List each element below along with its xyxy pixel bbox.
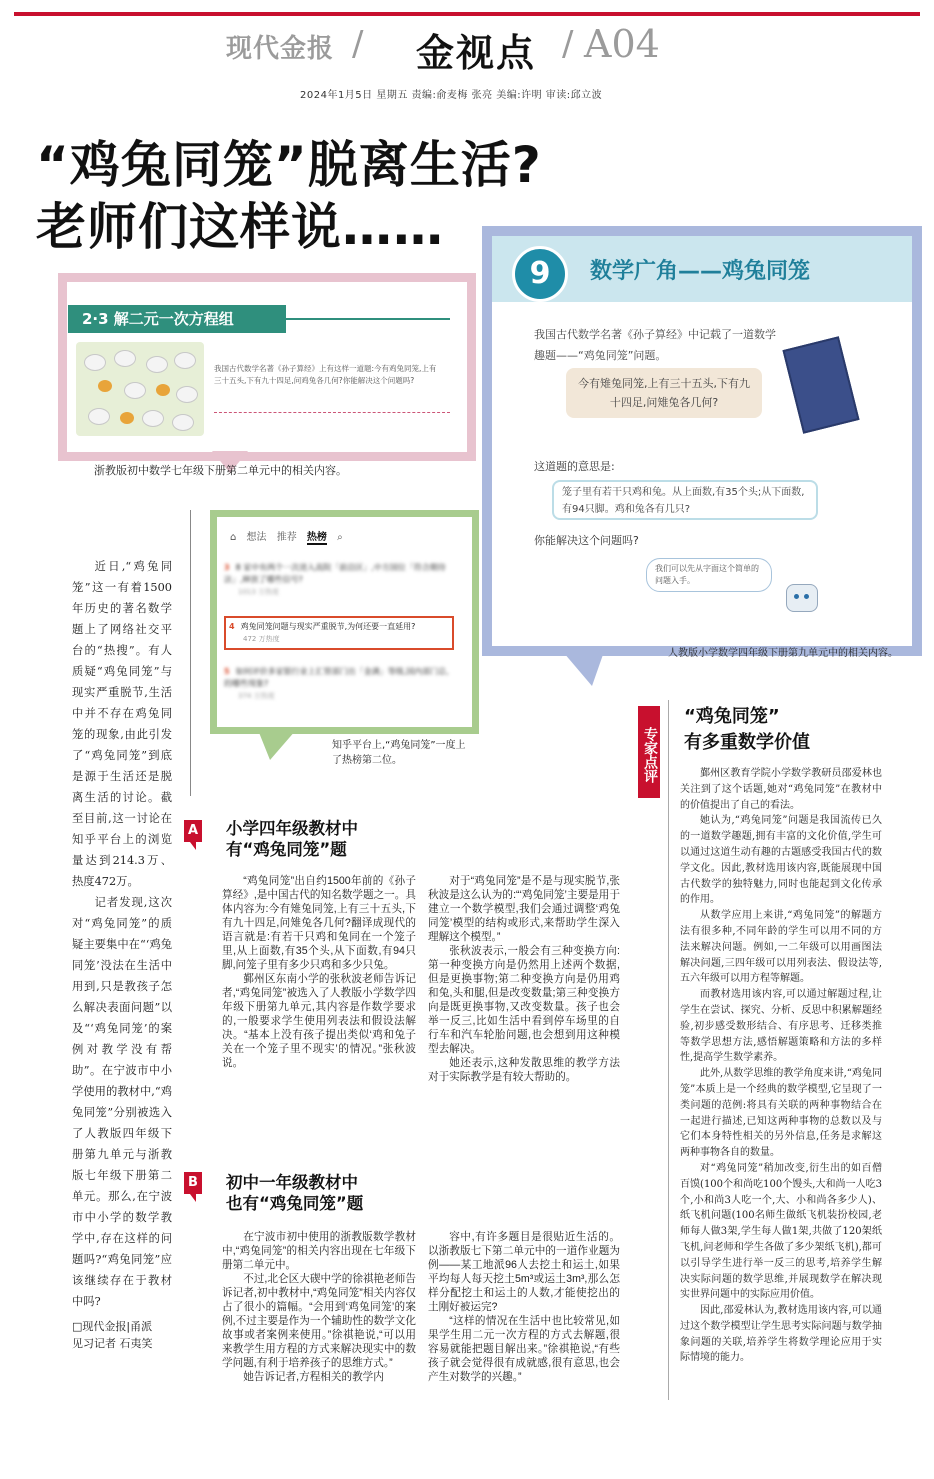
expert-paragraph: 因此,邵爱林认为,教材选用该内容,可以通过这个数学模型让学生思考实际问题与数学抽象问题的关联,培养学生将数学理论应用于实际情境的能力。	[680, 1305, 882, 1364]
lead-paragraph: 记者发现,这次对“鸡兔同笼”的质疑主要集中在“‘鸡兔同笼’没法在生活中用到,只是教孩子怎么解决表面问题”以及“‘鸡兔同笼’的案例对教学没有帮助”。在宁波市中小学使用的教材中,“鸡兔同笼”分别被选入了人教版四年级下册第九单元与浙教版七年级下册第二单元。那么,在宁波市中小学的数学教学中,存在这样的问题吗?“鸡兔同笼”应该继续存在于教材中吗?	[72, 896, 172, 1308]
body-paragraph: “鸡兔同笼”出自约1500年前的《孙子算经》,是中国古代的知名数学题之一。具体内容为:今有雉兔同笼,上有三十五头,下有九十四足,问雉兔各几何?翻译成现代的语言就是:有若干只鸡和兔同在一个笼子里,从上面数,有35个头,从下面数,有94只脚,问笼子里有多少只鸡和多少只兔。	[222, 875, 416, 971]
section-a-title: 小学四年级教材中 有“鸡兔同笼”题	[226, 819, 358, 859]
blue-bubble-tail	[558, 646, 606, 686]
robot-icon	[786, 584, 818, 612]
blue-image-caption: 人教版小学数学四年级下册第九单元中的相关内容。	[668, 648, 898, 659]
expert-paragraph: 她认为,“鸡兔同笼”问题是我国流传已久的一道数学趣题,拥有丰富的文化价值,学生可以通过这道生动有趣的古题感受我国古代的数学文化。因此,教材选用该内容,既能展现中国古代数学的独特魅力,同时也能起到文化传承的作用。	[680, 815, 882, 906]
expert-paragraph: 对“鸡兔同笼”稍加改变,衍生出的如百僧百馍(100个和尚吃100个馒头,大和尚一人吃3个,小和尚3人吃一个,大、小和尚各多少人)、纸飞机问题(100名师生做纸飞机装扮校园,老师每人做3架,学生每人做1架,共做了120架纸飞机,问老师和学生各做了多少架纸飞机),都可以引导学生进行举一反三的思考,培养学生解决实际问题的数学思维,并展现数学在解决现实世界问题中的实际应用价值。	[680, 1162, 882, 1301]
hot-list-item-highlighted: 4 鸡兔同笼问题与现实严重脱节,为何还要一直延用? 472 万热度	[224, 616, 454, 650]
rabbit-icon	[176, 386, 198, 403]
rabbit-icon	[172, 414, 194, 431]
headline-line-1: “鸡兔同笼”脱离生活?	[36, 136, 542, 194]
expert-paragraph: 从数学应用上来讲,“鸡兔同笼”的解题方法有很多种,不同年龄的学生可以用不同的方法来解决问题。例如,一二年级可以用画图法解决问题,三四年级可以用列表法、假设法等,五六年级可以用方程等解题。	[680, 910, 882, 985]
byline-outlet: □现代金报|甬派	[72, 1320, 153, 1333]
byline-reporter: 见习记者 石夷笑	[72, 1337, 153, 1350]
section-a-column-2	[428, 874, 620, 1084]
section-a-tag: A	[184, 820, 202, 842]
rabbit-icon	[142, 410, 164, 427]
byline	[72, 1318, 172, 1352]
expert-label: 专家点评	[638, 706, 660, 798]
rabbit-icon	[114, 350, 136, 367]
pink-problem-text: 我国古代数学名著《孙子算经》上有这样一道题:今有鸡兔同笼,上有三十五头,下有九十四足,问鸡兔各几何?你能解决这个问题吗?	[214, 364, 437, 385]
rabbit-icon	[174, 352, 196, 369]
masthead-separator: /	[562, 24, 574, 64]
search-icon: ⌕	[337, 532, 343, 543]
top-rule	[14, 12, 920, 16]
section-b-column-1	[222, 1230, 416, 1384]
tab-hot-list: 热榜	[307, 528, 327, 545]
rabbit-icon	[84, 354, 106, 371]
pink-band-rule	[272, 318, 450, 320]
body-paragraph: “这样的情况在生活中也比较常见,如果学生用二元一次方程的方式去解题,很容易就能把题目解出来。”徐祺艳说,“有些孩子就会觉得很有成就感,很有意思,也会产生对数学的兴趣。”	[428, 1315, 620, 1383]
tab-recommend: 推荐	[276, 532, 297, 543]
body-paragraph: 鄞州区东南小学的张秋波老师告诉记者,“鸡兔同笼”被选入了人教版小学数学四年级下册第九单元,其内容是作数学要求的,一般要求学生使用列表法和假设法解决。“基本上没有孩子提出类似‘鸡和兔子关在一个笼子里不现实’的情况。”张秋波说。	[222, 973, 416, 1069]
blue-meaning-label: 这道题的意思是:	[534, 460, 615, 473]
rabbit-icon	[88, 408, 110, 425]
body-paragraph: 她告诉记者,方程相关的教学内	[243, 1371, 384, 1383]
pink-band-title: 2·3 解二元一次方程组	[68, 305, 286, 333]
phone-tab-bar	[230, 528, 452, 545]
body-paragraph: 容中,有许多题目是很贴近生活的。以浙教版七下第二单元中的一道作业题为例——某工地派96人去挖土和运土,如果平均每人每天挖土5m³或运土3m³,那么怎样分配挖土和运土的人数,才能使挖出的土刚好被运完?	[428, 1231, 620, 1313]
column-divider	[190, 510, 191, 796]
section-b-title: 初中一年级教材中 也有“鸡兔同笼”题	[226, 1173, 364, 1213]
body-paragraph: 不过,北仑区大碶中学的徐祺艳老师告诉记者,初中教材中,“鸡兔同笼”相关内容仅占了很小的篇幅。“会用到‘鸡兔同笼’的案例,不过主要是作为一个辅助性的数学文化故事或者案例来使用。”徐祺艳说,“可以用来教学生用方程的方式来解决现实中的数学问题,有利于培养孩子的思维方式。”	[222, 1273, 416, 1369]
blue-question: 你能解决这个问题吗?	[534, 534, 639, 547]
green-bubble-tail	[258, 730, 296, 760]
body-paragraph: 张秋波表示,一般会有三种变换方向:第一种变换方向是仍然用上述两个数据,但是更换事物;第二种变换方向是仍用鸡和兔,头和腿,但是改变数量;第三种变换方向是既更换事物,又改变数量。孩子也会举一反三,比如生活中看到停车场里的自行车和汽车轮胎问题,也会想到用这种模型去解决。	[428, 945, 620, 1055]
robot-eye	[804, 594, 809, 599]
chicken-icon	[98, 380, 112, 392]
expert-paragraph: 此外,从数学思维的教学角度来讲,“鸡兔同笼”本质上是一个经典的数学模型,它呈现了一类问题的范例:将具有关联的两种事物结合在一起进行描述,已知这两种事物的总数以及与它们本身特性相关的另外信息,任务是求解这两种事物各自的数量。	[680, 1068, 882, 1159]
phone-home-icon: ⌂	[230, 532, 237, 543]
body-paragraph: 对于“鸡兔同笼”是不是与现实脱节,张秋波是这么认为的:“‘鸡兔同笼’主要是用于建立一个数学模型,我们会通过调整‘鸡兔同笼’模型的结构或形式,来帮助学生深入理解这个模型。”	[428, 875, 620, 943]
expert-paragraph: 而教材选用该内容,可以通过解题过程,让学生在尝试、探究、分析、反思中积累解题经验,初步感受数形结合、有序思考、迁移类推等数学思想方法,感悟解题策略和方法的多样性,提高学生数学素养。	[680, 989, 882, 1064]
blue-unit-title: 数学广角——鸡兔同笼	[590, 259, 811, 284]
rabbit-chicken-illustration	[76, 342, 204, 436]
rabbit-icon	[124, 382, 146, 399]
section-b-column-2	[428, 1230, 620, 1384]
expert-title: “鸡兔同笼” 有多重数学价值	[684, 706, 810, 753]
body-paragraph: 她还表示,这种发散思维的教学方法对于实际教学是有较大帮助的。	[428, 1057, 620, 1083]
green-image-caption: 知乎平台上,“鸡兔同笼”一度上了热榜第二位。	[332, 740, 466, 766]
hot-list-item: 3 8 家中有两个一次进入高院「前沿区」,中方国位「符合期待法」,释放了哪些信号? 1013 万热度	[224, 563, 446, 596]
chicken-icon	[156, 384, 170, 396]
section-a-column-1	[222, 874, 416, 1070]
hot-list-item: 5 如何评价多家银行业上汇管部门出「金满」等级,国内部门总,的哪些现象? 374 万热度	[224, 667, 449, 700]
rabbit-icon	[146, 356, 168, 373]
blue-meaning-box: 笼子里有若干只鸡和兔。从上面数,有35个头;从下面数,有94只脚。鸡和兔各有几只?	[552, 480, 818, 520]
tab-ideas: 想法	[246, 532, 267, 543]
lead-paragraph: 近日,“鸡兔同笼”这一有着1500年历史的著名数学题上了网络社交平台的“热搜”。有人质疑“鸡兔同笼”与现实严重脱节,生活中并不存在鸡兔同笼的现象,由此引发了“鸡兔同笼”到底是源于生活还是脱离生活的讨论。截至目前,这一讨论在知乎平台上的浏览量达到214.3万、热度472万。	[72, 560, 172, 888]
pink-dashed-rule	[214, 412, 450, 413]
expert-paragraph: 鄞州区教育学院小学数学教研员邵爱林也关注到了这个话题,她对“鸡兔同笼”在教材中的价值提出了自己的看法。	[680, 768, 882, 811]
headline	[36, 134, 542, 258]
lead-column	[72, 556, 172, 1312]
headline-line-2: 老师们这样说……	[36, 198, 444, 256]
blue-hint-bubble: 我们可以先从字面这个简单的问题入手。	[646, 558, 772, 592]
blue-quote-box: 今有雉兔同笼,上有三十五头,下有九十四足,问雉兔各几何?	[566, 368, 762, 418]
masthead-separator: /	[352, 24, 364, 64]
dateline: 2024年1月5日 星期五 责编:俞麦梅 张亮 美编:许明 审读:邱立波	[300, 90, 603, 101]
section-b-tag: B	[184, 1172, 202, 1194]
body-paragraph: 在宁波市初中使用的浙教版数学教材中,“鸡兔同笼”的相关内容出现在七年级下册第二单元中。	[222, 1231, 416, 1271]
chicken-icon	[120, 412, 134, 424]
blue-intro-text: 我国古代数学名著《孙子算经》中记载了一道数学趣题——“鸡兔同笼”问题。	[534, 328, 776, 362]
column-divider	[668, 700, 669, 1400]
section-name: 金视点	[416, 31, 537, 75]
unit-number-badge: 9	[512, 246, 568, 302]
expert-column	[680, 766, 882, 1366]
pink-image-caption: 浙教版初中数学七年级下册第二单元中的相关内容。	[94, 464, 347, 477]
robot-eye	[794, 594, 799, 599]
paper-name: 现代金报	[226, 34, 335, 64]
page-number: A04	[584, 22, 660, 66]
